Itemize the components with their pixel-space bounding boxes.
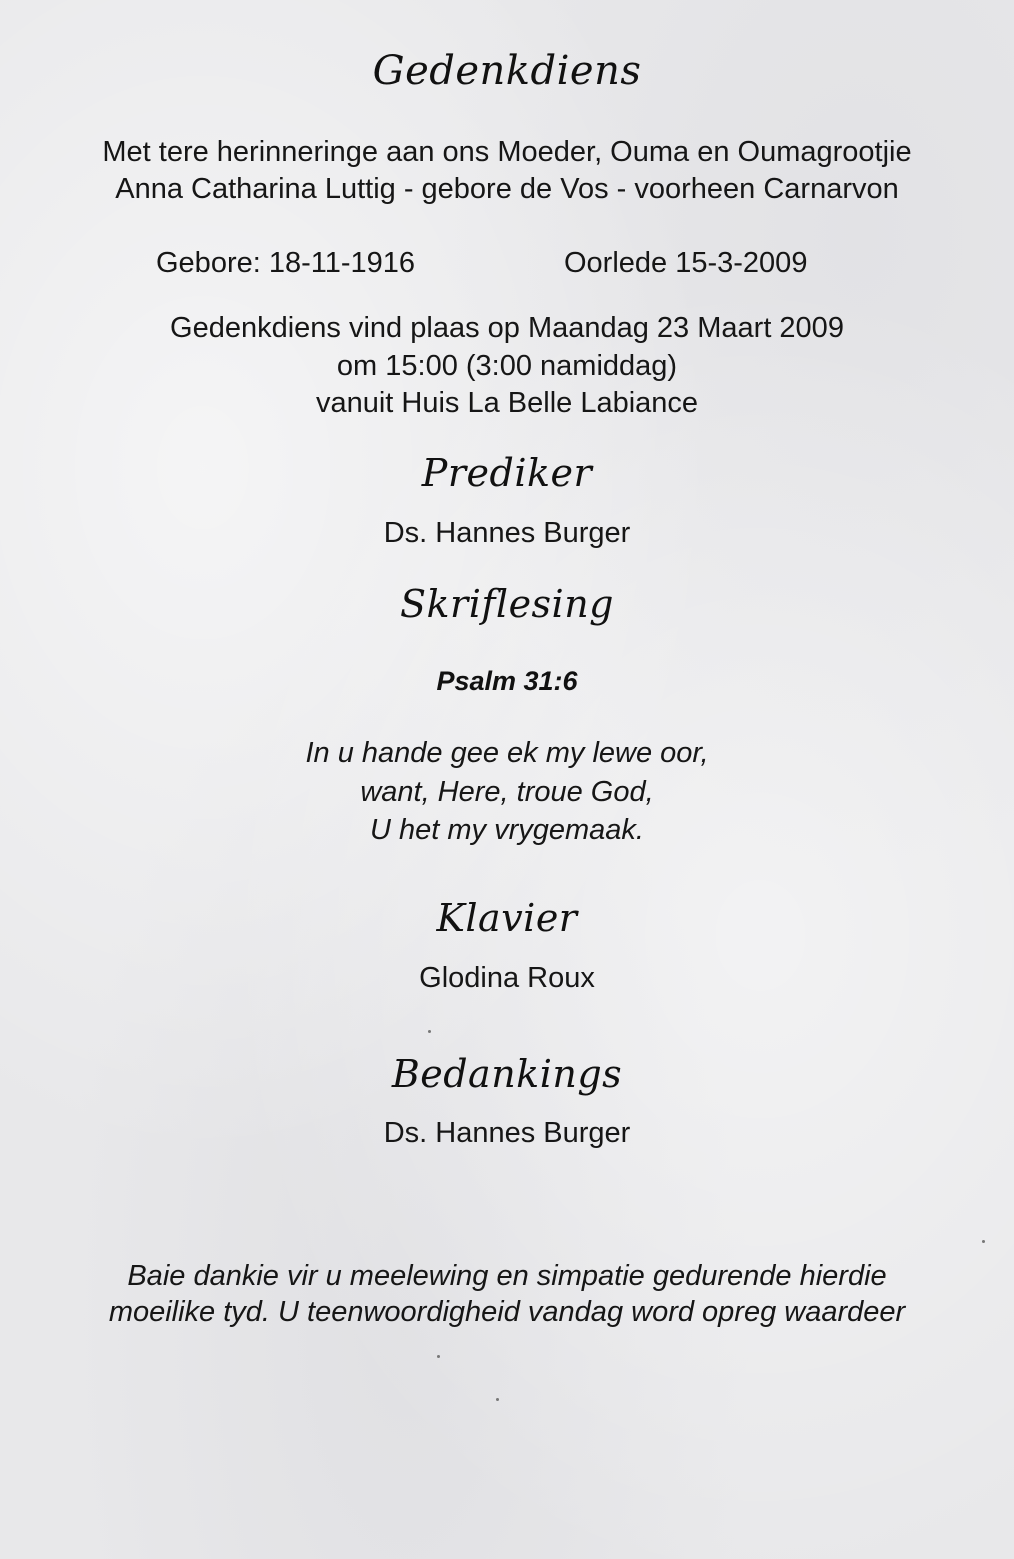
page-title: Gedenkdiens bbox=[372, 48, 642, 94]
intro-line-1: Met tere herinneringe aan ons Moeder, Ouma en Oumagrootjie bbox=[102, 136, 912, 168]
birth-date: Gebore: 18-11-1916 bbox=[156, 247, 416, 279]
verse-line-1: In u hande gee ek my lewe oor, bbox=[305, 737, 709, 769]
bedankings-heading: Bedankings bbox=[391, 1052, 623, 1096]
dates-row bbox=[0, 247, 1014, 287]
paper-speck bbox=[496, 1398, 499, 1401]
verse-line-2: want, Here, troue God, bbox=[360, 776, 654, 808]
paper-speck bbox=[982, 1240, 985, 1243]
paper-speck bbox=[428, 1030, 431, 1033]
bedankings-name: Ds. Hannes Burger bbox=[383, 1117, 631, 1149]
klavier-name: Glodina Roux bbox=[419, 962, 595, 994]
service-line-1: Gedenkdiens vind plaas op Maandag 23 Maart 2009 bbox=[170, 312, 844, 344]
intro-line-2: Anna Catharina Luttig - gebore de Vos - voorheen Carnarvon bbox=[115, 173, 899, 205]
prediker-name: Ds. Hannes Burger bbox=[383, 517, 631, 549]
prediker-heading: Prediker bbox=[421, 451, 593, 495]
death-date: Oorlede 15-3-2009 bbox=[564, 247, 808, 279]
service-line-2: om 15:00 (3:00 namiddag) bbox=[336, 350, 678, 382]
paper-speck bbox=[437, 1355, 440, 1358]
closing-line-2: moeilike tyd. U teenwoordigheid vandag word opreg waardeer bbox=[108, 1296, 906, 1328]
closing-line-1: Baie dankie vir u meelewing en simpatie gedurende hierdie bbox=[127, 1260, 887, 1292]
scripture-reference: Psalm 31:6 bbox=[436, 666, 578, 696]
skriflesing-heading: Skriflesing bbox=[399, 582, 615, 626]
klavier-heading: Klavier bbox=[436, 896, 578, 940]
verse-line-3: U het my vrygemaak. bbox=[370, 814, 644, 846]
service-line-3: vanuit Huis La Belle Labiance bbox=[315, 387, 699, 419]
